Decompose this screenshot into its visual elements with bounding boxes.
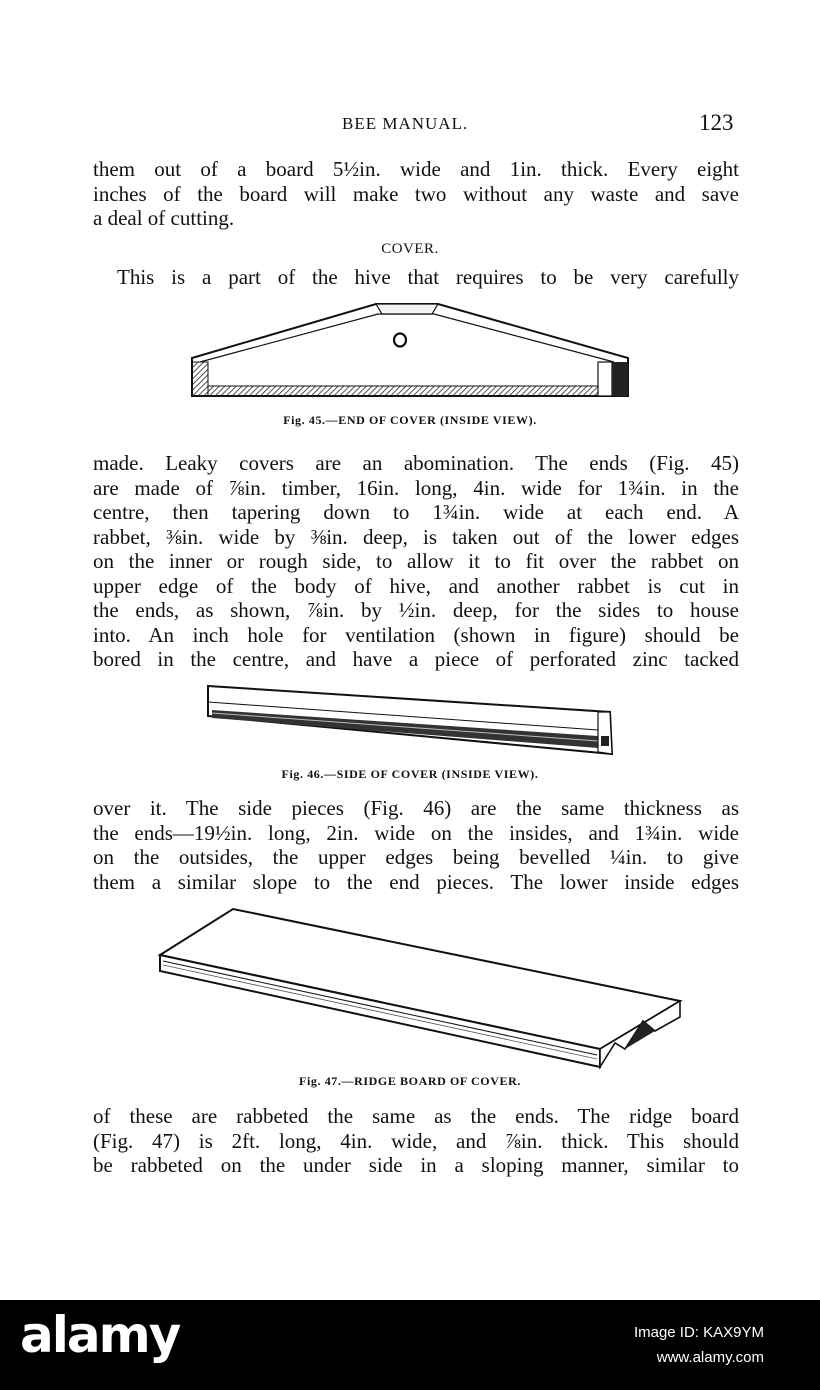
image-id-label: Image ID: KAX9YM: [633, 1324, 764, 1341]
text-line: them out of a board 5½in. wide and 1in. thick. Every eight: [93, 157, 739, 181]
figure-47-caption: Fig. 47.—RIDGE BOARD OF COVER.: [299, 1074, 521, 1088]
paragraph-cover-intro: [117, 265, 739, 290]
text-line: be rabbeted on the under side in a sloping manner, similar to: [93, 1153, 739, 1177]
watermark-bar: [0, 1300, 820, 1390]
text-line: them a similar slope to the end pieces. The lower inside edges: [93, 869, 739, 894]
text-line: over it. The side pieces (Fig. 46) are the same thickness as: [93, 796, 739, 820]
running-title: BEE MANUAL.: [342, 114, 469, 133]
text-line: (Fig. 47) is 2ft. long, 4in. wide, and ⅞in. thick. This should: [93, 1128, 739, 1153]
text-line: upper edge of the body of hive, and another rabbet is cut in: [93, 573, 739, 598]
text-line: a deal of cutting.: [93, 206, 235, 230]
running-head: [0, 110, 820, 140]
text-line: bored in the centre, and have a piece of perforated zinc tacked: [93, 647, 739, 671]
figure-45-caption: Fig. 45.—END OF COVER (INSIDE VIEW).: [283, 413, 537, 427]
figure-47-ridge-board: [155, 903, 690, 1073]
figure-45-end-of-cover: [188, 298, 638, 408]
site-url: www.alamy.com: [656, 1349, 764, 1366]
text-line: centre, then tapering down to 1¾in. wide at each end. A: [93, 500, 739, 524]
text-line: on the inner or rough side, to allow it to fit over the rabbet on: [93, 549, 739, 573]
text-line: are made of ⅞in. timber, 16in. long, 4in. wide for 1¾in. in the: [93, 475, 739, 500]
paragraph-side-pieces: [93, 796, 739, 894]
section-heading: COVER.: [381, 241, 439, 257]
paragraph-ridge-board: [93, 1104, 739, 1178]
text-line: the ends—19½in. long, 2in. wide on the insides, and 1¾in. wide: [93, 820, 739, 845]
page-number: 123: [699, 110, 734, 135]
text-line: the ends, as shown, ⅞in. by ½in. deep, for the sides to house: [93, 598, 739, 622]
figure-46-caption: Fig. 46.—SIDE OF COVER (INSIDE VIEW).: [281, 767, 539, 781]
text-line: of these are rabbeted the same as the ends. The ridge board: [93, 1104, 739, 1128]
text-line: on the outsides, the upper edges being bevelled ¼in. to give: [93, 845, 739, 869]
paragraph-intro: [93, 157, 739, 231]
text-line: rabbet, ⅜in. wide by ⅜in. deep, is taken out of the lower edges: [93, 524, 739, 549]
text-line: into. An inch hole for ventilation (shown in figure) should be: [93, 622, 739, 647]
text-line: made. Leaky covers are an abomination. The ends (Fig. 45): [93, 451, 739, 475]
text-line: inches of the board will make two without any waste and save: [93, 181, 739, 206]
paragraph-cover-ends: [93, 451, 739, 672]
figure-46-side-of-cover: [200, 680, 620, 760]
text-line: This is a part of the hive that requires to be very carefully: [117, 265, 739, 289]
alamy-logo: alamy: [20, 1306, 180, 1364]
